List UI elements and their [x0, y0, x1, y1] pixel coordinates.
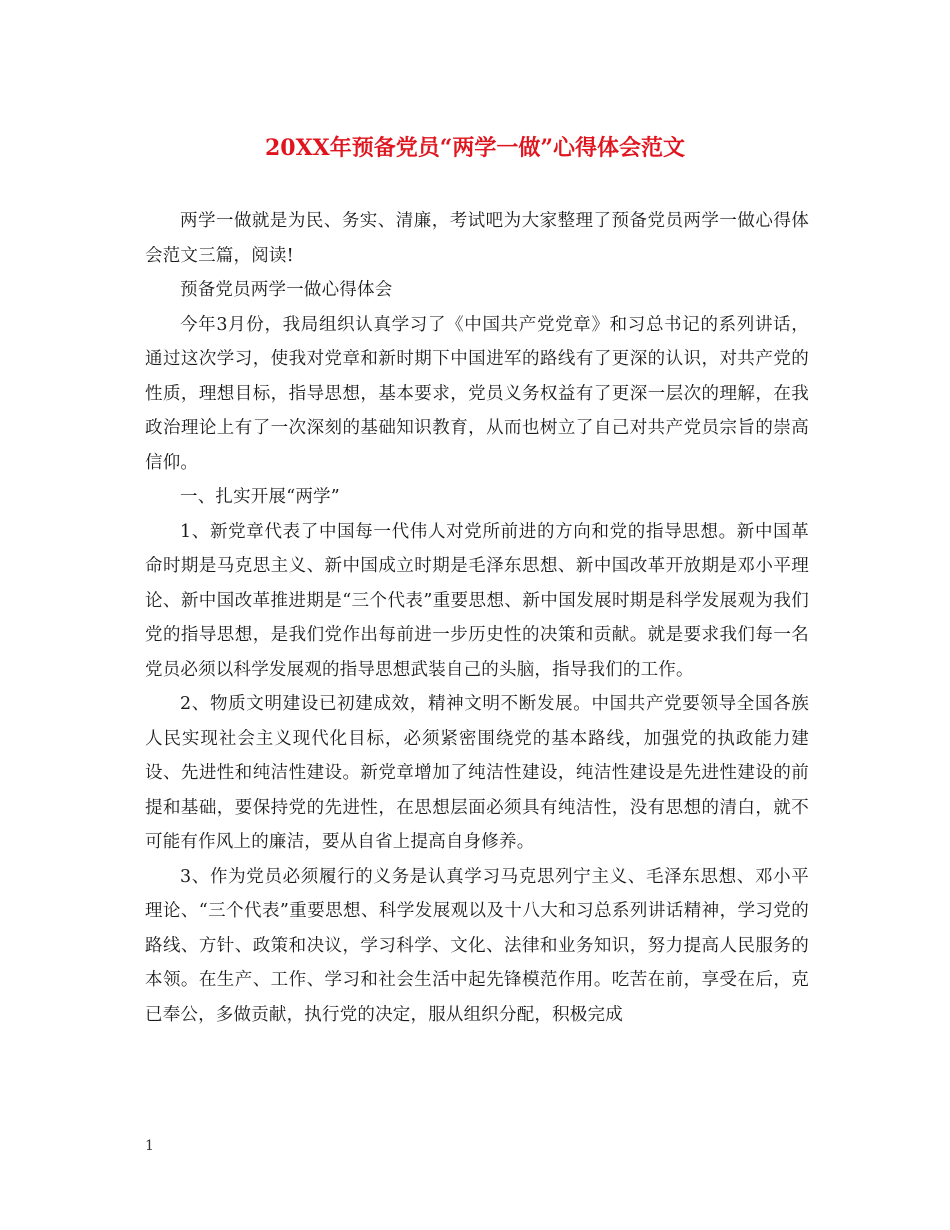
section-heading: 一、扎实开展“两学”: [180, 487, 340, 507]
document-title: 20XX年预备党员“两学一做”心得体会范文: [264, 135, 686, 161]
body-paragraph: 1、新党章代表了中国每一代伟人对党所前进的方向和党的指导思想。新中国革命时期是马克思主义、新中国成立时期是毛泽东思想、新中国改革开放期是邓小平理论、新中国改革推进期是“三个代表”重要思想、新中国发展时期是科学发展观为我们党的指导思想，是我们党作出每前进一步历史性的决策和贡献。就是要求我们每一名党员必须以科学发展观的指导思想武装自己的头脑，指导我们的工作。: [145, 521, 809, 680]
body-paragraph: 3、作为党员必须履行的义务是认真学习马克思列宁主义、毛泽东思想、邓小平理论、“三个代表”重要思想、科学发展观以及十八大和习总系列讲话精神，学习党的路线、方针、政策和决议，学习科学、文化、法律和业务知识，努力提高人民服务的本领。在生产、工作、学习和社会生活中起先锋模范作用。吃苦在前，享受在后，克已奉公，多做贡献，执行党的决定，服从组织分配，积极完成: [145, 866, 809, 1025]
page-number: 1: [145, 1138, 154, 1154]
document-body: [145, 204, 809, 1032]
subtitle-paragraph: 预备党员两学一做心得体会: [180, 280, 393, 300]
intro-paragraph: 两学一做就是为民、务实、清廉，考试吧为大家整理了预备党员两学一做心得体会范文三篇，阅读!: [145, 211, 809, 266]
body-paragraph: 今年3月份，我局组织认真学习了《中国共产党党章》和习总书记的系列讲话，通过这次学习，使我对党章和新时期下中国进军的路线有了更深的认识，对共产党的性质，理想目标，指导思想，基本要求，党员义务权益有了更深一层次的理解，在我政治理论上有了一次深刻的基础知识教育，从而也树立了自己对共产党员宗旨的崇高信仰。: [145, 314, 809, 473]
body-paragraph: 2、物质文明建设已初建成效，精神文明不断发展。中国共产党要领导全国各族人民实现社会主义现代化目标，必须紧密围绕党的基本路线，加强党的执政能力建设、先进性和纯洁性建设。新党章增加了纯洁性建设，纯洁性建设是先进性建设的前提和基础，要保持党的先进性，在思想层面必须具有纯洁性，没有思想的清白，就不可能有作风上的廉洁，要从自省上提高自身修养。: [145, 694, 809, 852]
